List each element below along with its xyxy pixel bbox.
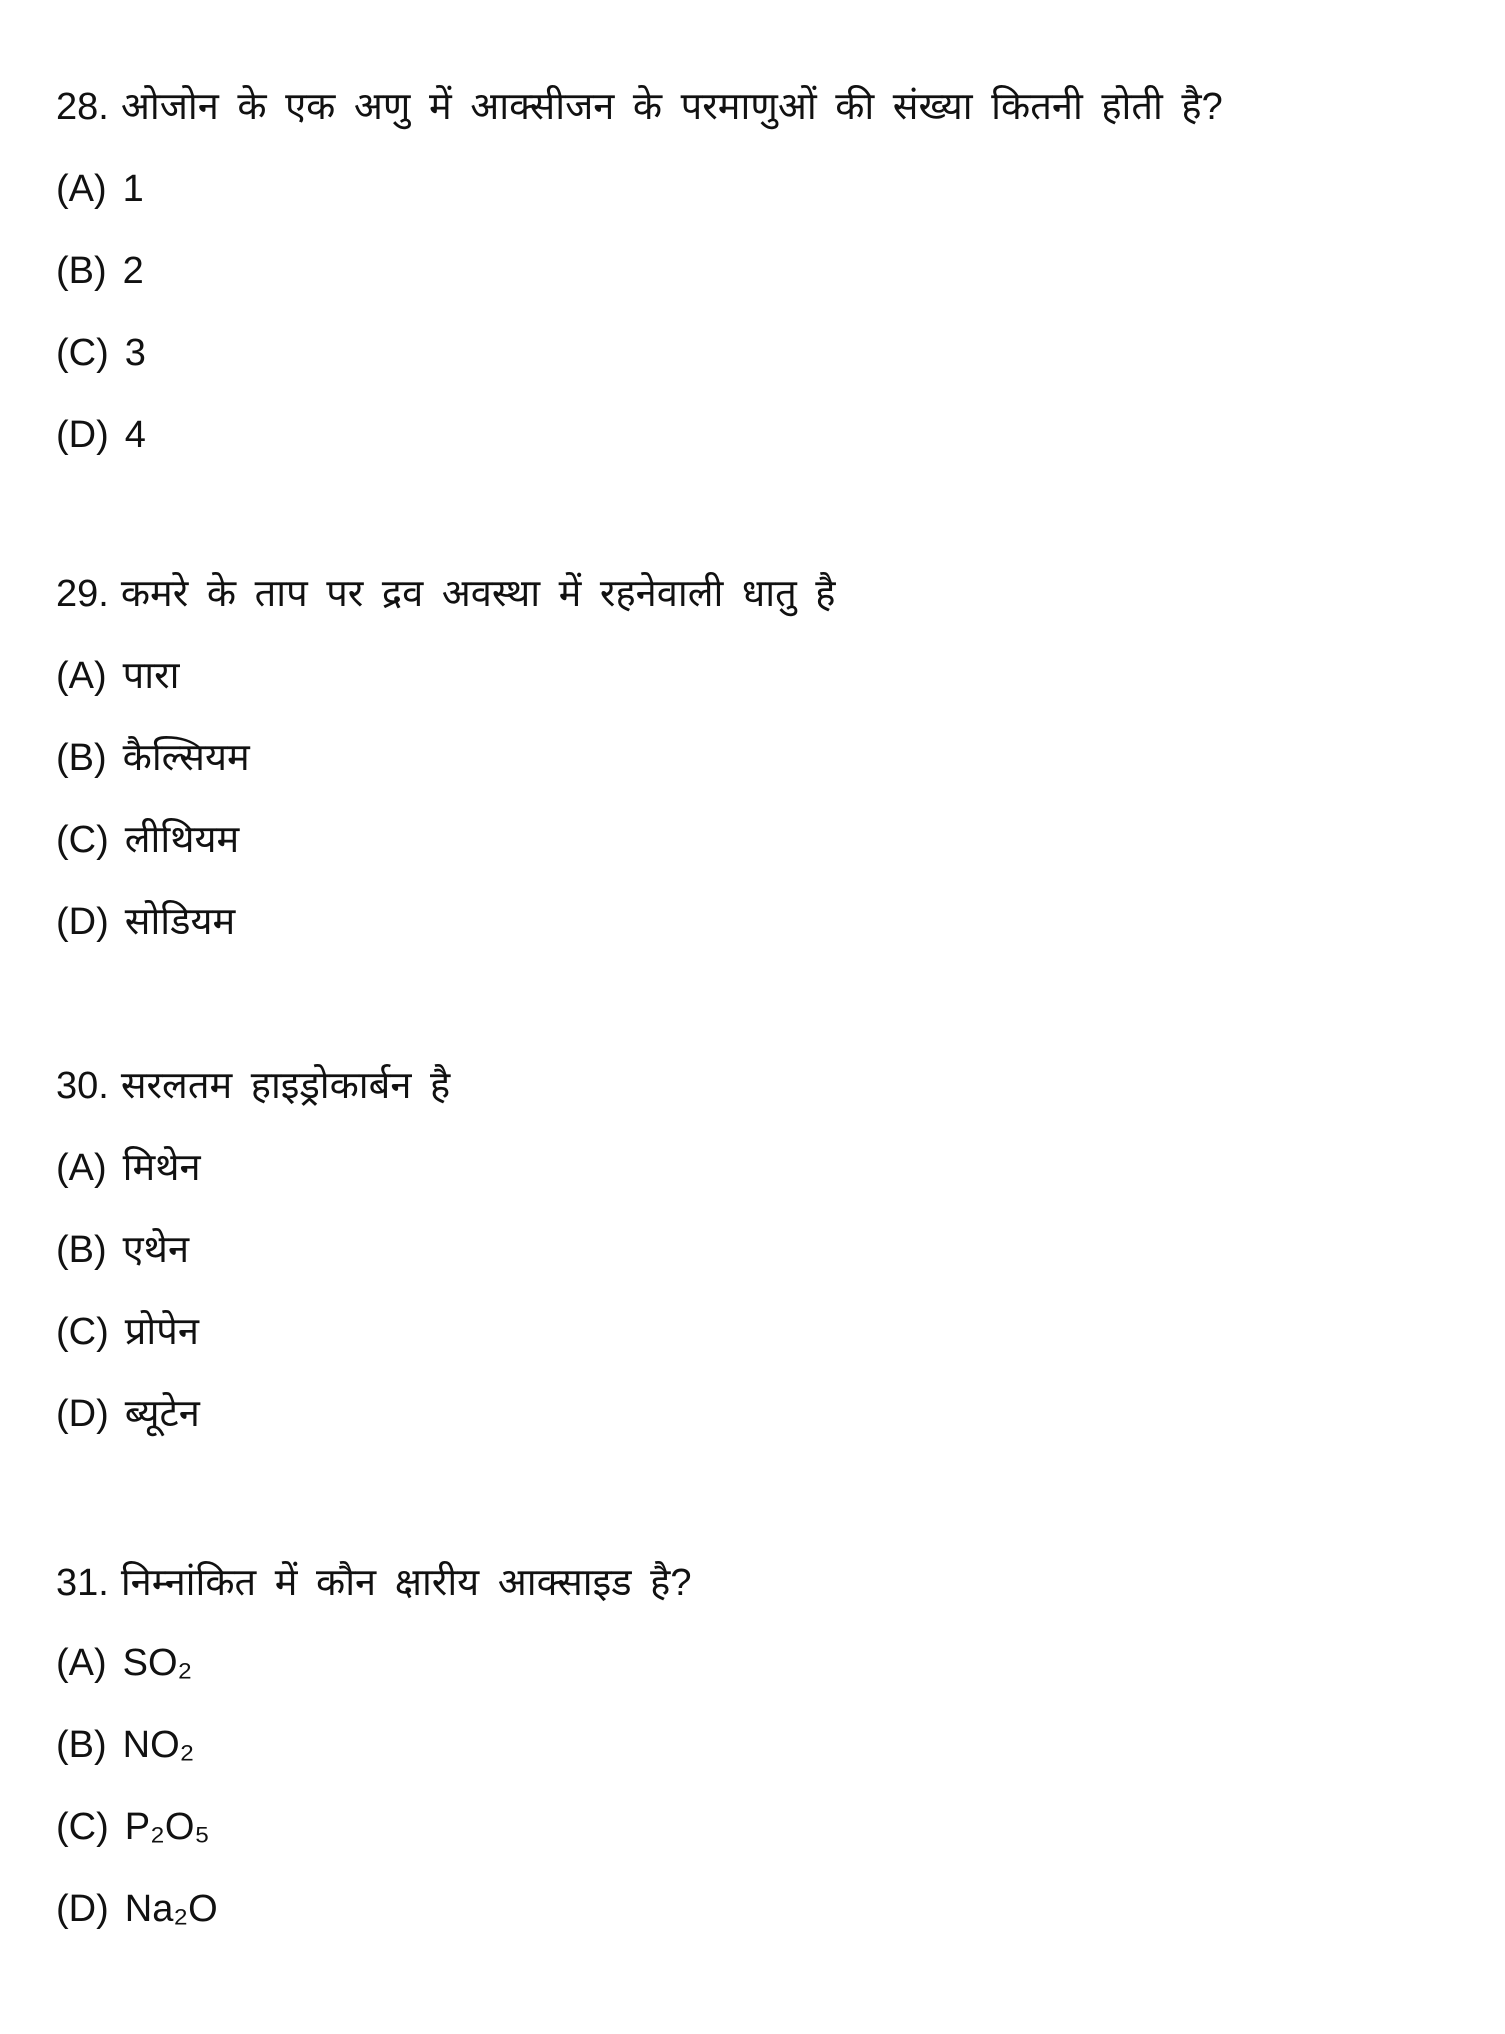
option-b [56, 246, 144, 296]
option-d [56, 897, 235, 947]
option-text: कैल्सियम [122, 737, 250, 779]
question-text: निम्नांकित में कौन क्षारीय आक्साइड है? [120, 1562, 692, 1604]
option-label: (B) [56, 1724, 107, 1766]
option-label: (C) [56, 1311, 109, 1353]
option-d [56, 1389, 200, 1439]
question-3 [56, 1061, 450, 1111]
option-label: (D) [56, 414, 109, 456]
question-number: 28. [56, 86, 109, 128]
question-number: 31. [56, 1562, 109, 1604]
option-text: SO₂ [122, 1642, 193, 1684]
question-number: 29. [56, 573, 109, 615]
option-text: लीथियम [124, 819, 240, 861]
option-d [56, 1884, 218, 1934]
option-text: 3 [124, 332, 146, 374]
option-b [56, 733, 250, 783]
option-text: Na₂O [124, 1888, 218, 1930]
option-text: एथेन [122, 1229, 190, 1271]
option-text: P₂O₅ [124, 1806, 210, 1848]
question-1 [56, 82, 1223, 132]
option-text: पारा [122, 655, 180, 697]
option-label: (A) [56, 1147, 107, 1189]
option-a [56, 1638, 192, 1688]
option-label: (A) [56, 655, 107, 697]
option-label: (D) [56, 1888, 109, 1930]
option-label: (A) [56, 168, 107, 210]
option-a [56, 651, 179, 701]
option-label: (B) [56, 1229, 107, 1271]
question-text: कमरे के ताप पर द्रव अवस्था में रहनेवाली धातु है [120, 573, 836, 615]
option-b [56, 1720, 194, 1770]
option-label: (C) [56, 1806, 109, 1848]
option-label: (B) [56, 737, 107, 779]
option-label: (B) [56, 250, 107, 292]
option-c [56, 1307, 199, 1357]
option-label: (A) [56, 1642, 107, 1684]
option-label: (D) [56, 901, 109, 943]
option-label: (D) [56, 1393, 109, 1435]
option-text: 2 [122, 250, 144, 292]
option-d [56, 410, 146, 460]
option-label: (C) [56, 332, 109, 374]
option-b [56, 1225, 189, 1275]
option-text: 1 [122, 168, 144, 210]
option-label: (C) [56, 819, 109, 861]
question-2 [56, 569, 835, 619]
option-text: 4 [124, 414, 146, 456]
option-c [56, 1802, 210, 1852]
option-text: NO₂ [122, 1724, 195, 1766]
option-c [56, 815, 239, 865]
option-a [56, 164, 144, 214]
question-4 [56, 1558, 691, 1608]
option-text: प्रोपेन [124, 1311, 199, 1353]
question-text: ओजोन के एक अणु में आक्सीजन के परमाणुओं की संख्या कितनी होती है? [120, 86, 1223, 128]
option-text: ब्यूटेन [124, 1393, 200, 1435]
option-a [56, 1143, 201, 1193]
option-text: मिथेन [122, 1147, 201, 1189]
question-text: सरलतम हाइड्रोकार्बन है [120, 1065, 451, 1107]
option-text: सोडियम [124, 901, 236, 943]
question-number: 30. [56, 1065, 109, 1107]
option-c [56, 328, 146, 378]
